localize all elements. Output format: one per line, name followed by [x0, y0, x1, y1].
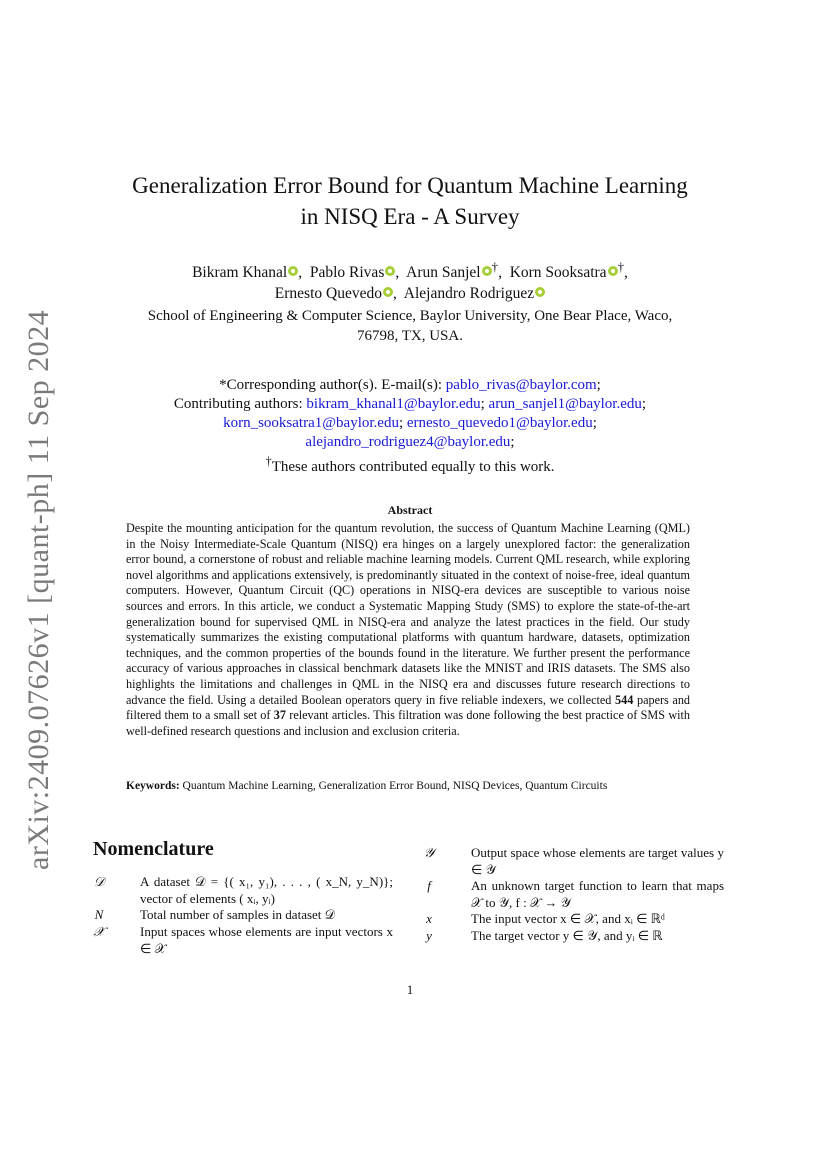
nomenclature-definition: A dataset 𝒟 = {( x₁, y₁), . . . , ( x_N, y_N)}; vector of elements ( xᵢ, yᵢ) — [140, 874, 393, 906]
title-line-2: in NISQ Era - A Survey — [300, 204, 520, 229]
author-list — [80, 256, 740, 304]
corresponding-author-line: *Corresponding author(s). E-mail(s): pablo_rivas@baylor.com; — [219, 377, 601, 393]
nomenclature-definition: The input vector x ∈ 𝒳, and xᵢ ∈ ℝᵈ — [471, 911, 665, 926]
nomenclature-symbol: y — [426, 928, 432, 943]
contributing-line-2: korn_sooksatra1@baylor.edu; ernesto_quevedo1@baylor.edu; — [223, 415, 597, 431]
orcid-icon[interactable] — [383, 287, 393, 297]
nomenclature-symbol: x — [426, 911, 432, 926]
email-link-khanal[interactable]: bikram_khanal1@baylor.edu — [306, 396, 481, 412]
page-number: 1 — [406, 982, 414, 997]
abstract-text-3: relevant articles. This filtration was done following the best practice of SMS with well-defined research questions and inclusion and exclusion criteria. — [126, 708, 691, 738]
abstract-count-articles: 37 — [273, 708, 286, 723]
contributing-line-3: alejandro_rodriguez4@baylor.edu; — [305, 434, 515, 450]
arxiv-stamp: arXiv:2409.07626v1 [quant-ph] 11 Sep 2024 — [22, 309, 55, 870]
equal-contribution-note — [100, 452, 720, 477]
author-line-1: Bikram Khanal , Pablo Rivas , Arun Sanjel †, Korn Sooksatra †, — [192, 259, 628, 282]
corresponding-email-link[interactable]: pablo_rivas@baylor.com — [445, 377, 597, 393]
contact-block — [100, 376, 720, 477]
contributing-line-1: Contributing authors: bikram_khanal1@baylor.edu; arun_sanjel1@baylor.edu; — [173, 396, 647, 412]
author-line-2: Ernesto Quevedo , Alejandro Rodriguez — [80, 283, 740, 304]
author-name[interactable]: Alejandro Rodriguez — [403, 285, 535, 303]
abstract-body — [126, 521, 690, 739]
author-name[interactable]: Arun Sanjel — [406, 264, 481, 282]
author-name[interactable]: Bikram Khanal — [192, 264, 288, 282]
nomenclature-symbol: N — [94, 907, 104, 922]
abstract-count-papers: 544 — [615, 692, 634, 707]
keywords-text: Quantum Machine Learning, Generalization Error Bound, NISQ Devices, Quantum Circuits — [182, 780, 608, 792]
nomenclature-definition: The target vector y ∈ 𝒴, and yᵢ ∈ ℝ — [471, 928, 663, 943]
email-link-sanjel[interactable]: arun_sanjel1@baylor.edu — [488, 396, 642, 412]
nomenclature-heading: Nomenclature — [93, 838, 214, 860]
affiliation-line-1: School of Engineering & Computer Science, Baylor University, One Bear Place, Waco, — [147, 308, 673, 324]
abstract-heading: Abstract — [387, 503, 433, 517]
author-name[interactable]: Korn Sooksatra — [509, 264, 607, 282]
dagger-mark: † — [265, 454, 272, 468]
abstract-text-1: Despite the mounting anticipation for the quantum revolution, the success of Quantum Machine Learning (QML) in the Noisy Intermediate-Scale Quantum (NISQ) era hinges on a largely unexplored factor: the generalization error bound, a cornerstone of robust and reliable machine learning models. Current QML research, while exploring novel algorithms and applications extensively, is predominantly situated in the context of noise-free, ideal quantum computers. However, Quantum Circuit (QC) operations in NISQ-era devices are susceptible to various noise sources and errors. In this article, we conduct a Systematic Mapping Study (SMS) to explore the state-of-the-art generalization bound for supervised QML in NISQ-era and analyze the latest practices in the field. Our study systematically summarizes the existing computational platforms with quantum hardware, datasets, optimization techniques, and the common properties of the bounds found in the literature. We further present the performance accuracy of various approaches in classical benchmark datasets like the MNIST and IRIS datasets. The SMS also highlights the limitations and challenges in QML in the NISQ era and discusses future research directions to advance the field. Using a detailed Boolean operators query in five reliable indexers, we collected — [126, 521, 690, 707]
nomenclature-definition: An unknown target function to learn that maps 𝒳 to 𝒴, f : 𝒳 → 𝒴 — [471, 878, 724, 910]
author-name[interactable]: Pablo Rivas — [309, 264, 385, 282]
paper-title — [80, 170, 740, 232]
author-name[interactable]: Ernesto Quevedo — [274, 285, 382, 303]
affiliation-line-2: 76798, TX, USA. — [357, 328, 463, 344]
nomenclature-symbol: f — [427, 878, 431, 893]
orcid-icon[interactable] — [608, 266, 618, 276]
nomenclature-symbol: 𝒴 — [423, 845, 435, 860]
equal-contribution-text: These authors contributed equally to this work. — [271, 459, 555, 475]
nomenclature-symbol: 𝒳 — [93, 924, 105, 939]
email-link-quevedo[interactable]: ernesto_quevedo1@baylor.edu — [406, 415, 593, 431]
nomenclature-definition: Input spaces whose elements are input vectors x ∈ 𝒳 — [140, 924, 393, 956]
equal-contribution-mark: † — [491, 259, 499, 274]
affiliation — [100, 306, 720, 346]
nomenclature-symbol: 𝒟 — [93, 874, 105, 889]
corresponding-label: *Corresponding author(s). E-mail(s): — [219, 377, 443, 393]
abstract-text-2: papers and filtered them to a small set of — [126, 692, 691, 723]
nomenclature-definition: Total number of samples in dataset 𝒟 — [140, 907, 336, 922]
orcid-icon[interactable] — [482, 266, 492, 276]
orcid-icon[interactable] — [385, 266, 395, 276]
contributing-label: Contributing authors: — [173, 396, 303, 412]
nomenclature-definition: Output space whose elements are target values y ∈ 𝒴 — [471, 845, 724, 877]
orcid-icon[interactable] — [288, 266, 298, 276]
keywords-label: Keywords: — [126, 780, 180, 792]
title-line-1: Generalization Error Bound for Quantum Machine Learning — [132, 173, 688, 198]
email-link-sooksatra[interactable]: korn_sooksatra1@baylor.edu — [223, 415, 399, 431]
equal-contribution-mark: † — [617, 259, 625, 274]
email-link-rodriguez[interactable]: alejandro_rodriguez4@baylor.edu — [305, 434, 511, 450]
keywords — [126, 780, 726, 792]
orcid-icon[interactable] — [535, 287, 545, 297]
